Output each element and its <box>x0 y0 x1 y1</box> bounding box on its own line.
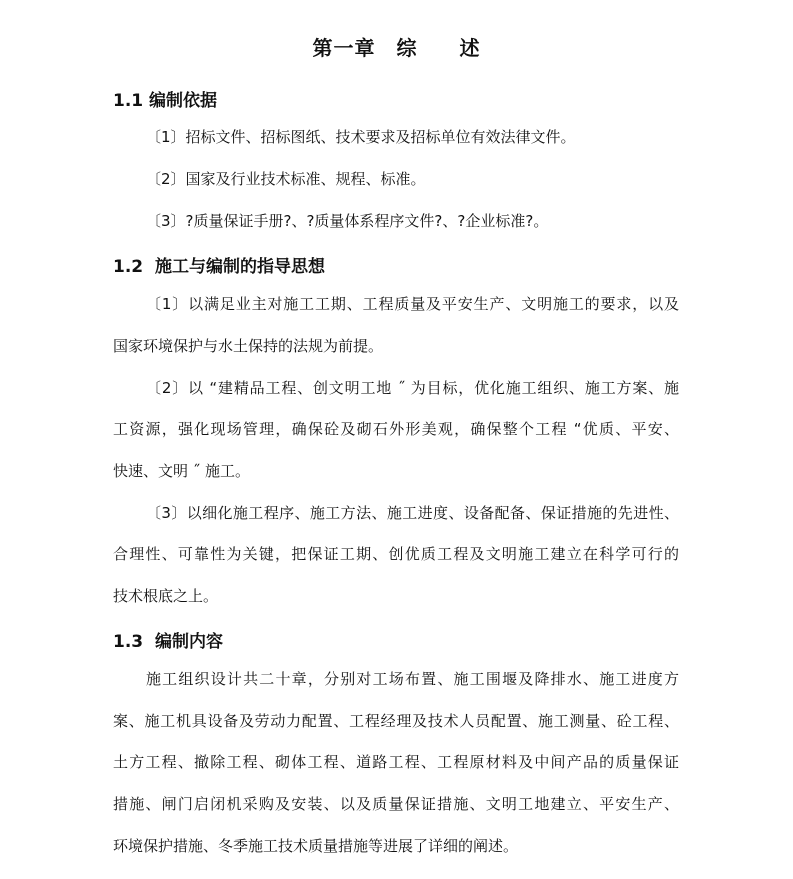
paragraph-line: 案、施工机具设备及劳动力配置、工程经理及技术人员配置、施工测量、砼工程、 <box>113 712 679 730</box>
paragraph-line: 〔1〕以满足业主对施工工期、工程质量及平安生产、文明施工的要求，以及 <box>146 295 679 313</box>
section-heading-1-1: 1.1 编制依据 <box>113 91 218 111</box>
paragraph-line: 土方工程、撤除工程、砌体工程、道路工程、工程原材料及中间产品的质量保证 <box>113 753 679 771</box>
paragraph-line: 快速、文明 ˝ 施工。 <box>113 462 251 480</box>
paragraph-line: 环境保护措施、冬季施工技术质量措施等进展了详细的阐述。 <box>113 837 519 855</box>
paragraph-line: 国家环境保护与水土保持的法规为前提。 <box>113 337 384 355</box>
paragraph-line: 〔3〕以细化施工程序、施工方法、施工进度、设备配备、保证措施的先进性、 <box>146 504 679 522</box>
section-heading-1-2: 1.2 施工与编制的指导思想 <box>113 257 325 277</box>
paragraph-line: 〔1〕招标文件、招标图纸、技术要求及招标单位有效法律文件。 <box>146 128 576 146</box>
paragraph-line: 〔3〕?质量保证手册?、?质量体系程序文件?、?企业标准?。 <box>146 212 549 230</box>
section-heading-1-3: 1.3 编制内容 <box>113 632 223 652</box>
paragraph-line: 技术根底之上。 <box>113 587 219 605</box>
paragraph-line: 施工组织设计共二十章，分别对工场布置、施工围堰及降排水、施工进度方 <box>146 670 679 688</box>
paragraph-line: 工资源，强化现场管理，确保砼及砌石外形美观，确保整个工程 “优质、平安、 <box>113 420 679 438</box>
paragraph-line: 合理性、可靠性为关键，把保证工期、创优质工程及文明施工建立在科学可行的 <box>113 545 679 563</box>
paragraph-line: 措施、闸门启闭机采购及安装、以及质量保证措施、文明工地建立、平安生产、 <box>113 795 679 813</box>
paragraph-line: 〔2〕以 “建精品工程、创文明工地 ˝ 为目标，优化施工组织、施工方案、施 <box>146 379 679 397</box>
paragraph-line: 〔2〕国家及行业技术标准、规程、标准。 <box>146 170 426 188</box>
chapter-title: 第一章 综 述 <box>312 36 481 60</box>
